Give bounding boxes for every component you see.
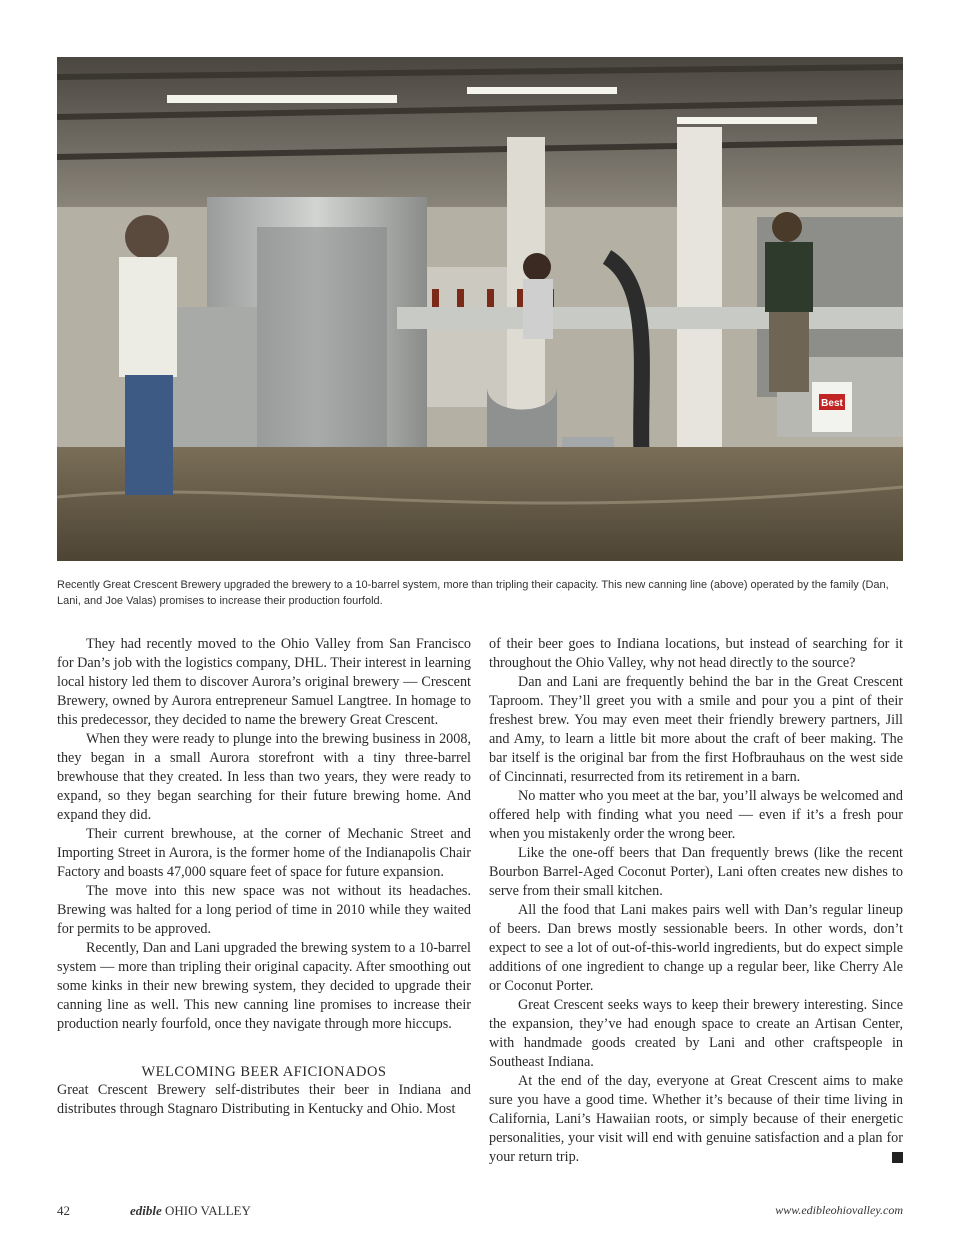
- final-paragraph: [489, 1072, 903, 1167]
- left-column: [57, 635, 471, 1119]
- body-paragraph: Recently, Dan and Lani upgraded the brewing system to a 10-barrel system — more than tripling their original capacity. After smoothing out some kinks in their new brewing system, they decided to upgrade their canning line as well. This new canning line promises to increase their production nearly fourfold, once they navigate through more hiccups.: [57, 940, 471, 1032]
- website-url: www.edibleohiovalley.com: [775, 1203, 903, 1217]
- end-mark-icon: [892, 1152, 903, 1163]
- magazine-region: OHIO VALLEY: [165, 1203, 251, 1218]
- page-number: 42: [57, 1203, 70, 1218]
- body-paragraph: No matter who you meet at the bar, you’ll always be welcomed and offered help with finding what you need — even if it’s a fresh pour when you mistakenly order the wrong beer.: [489, 788, 903, 842]
- section-subhead: WELCOMING BEER AFICIONADOS: [141, 1064, 387, 1080]
- body-paragraph: Great Crescent Brewery self-distributes their beer in Indiana and distributes through Stagnaro Distributing in Kentucky and Ohio. Most: [57, 1082, 471, 1117]
- canning-line-photo-illustration: [57, 57, 903, 561]
- right-column: [489, 635, 903, 1167]
- final-paragraph-text: At the end of the day, everyone at Great Crescent aims to make sure you have a good time. Whether it’s because of their time living in California, Lani’s Hawaiian roots, or simply because of their energetic personalities, your visit will end with genuine satisfaction and a plan for your return trip.: [489, 1073, 903, 1165]
- body-paragraph: Great Crescent seeks ways to keep their brewery interesting. Since the expansion, they’ve had enough space to create an Artisan Center, with handmade goods created by Lani and other craftspeople in Southeast Indiana.: [489, 997, 903, 1070]
- body-paragraph: When they were ready to plunge into the brewing business in 2008, they began in a small Aurora storefront with a tiny three-barrel brewhouse that they created. In less than two years, they were ready to expand, so they began searching for their future brewing home. And expand they did.: [57, 731, 471, 823]
- page-footer: [57, 1203, 903, 1221]
- body-paragraph: The move into this new space was not without its headaches. Brewing was halted for a long period of time in 2010 while they waited for permits to be approved.: [57, 883, 471, 937]
- body-paragraph: Dan and Lani are frequently behind the bar in the Great Crescent Taproom. They’ll greet you with a smile and pour you a pint of their freshest brew. You may even meet their friendly brewery partners, Jill and Amy, to learn a little bit more about the craft of beer making. The bar itself is the original bar from the first Hofbrauhaus on the west side of Cincinnati, resurrected from its retirement in a barn.: [489, 674, 903, 785]
- body-paragraph: They had recently moved to the Ohio Valley from San Francisco for Dan’s job with the logistics company, DHL. Their interest in learning local history led them to discover Aurora’s original brewery — Crescent Brewery, owned by Aurora entrepreneur Samuel Langtree. In homage to this predecessor, they decided to name the brewery Great Crescent.: [57, 636, 471, 728]
- magazine-edible: edible: [130, 1203, 162, 1218]
- bucket-label: Best: [821, 398, 843, 409]
- body-paragraph: Like the one-off beers that Dan frequently brews (like the recent Bourbon Barrel-Aged Coconut Porter), Lani often creates new dishes to serve from their small kitchen.: [489, 845, 903, 899]
- magazine-name: [130, 1203, 251, 1219]
- brewery-photo: [57, 57, 903, 561]
- photo-caption: Recently Great Crescent Brewery upgraded the brewery to a 10-barrel system, more than tripling their capacity. This new canning line (above) operated by the family (Dan, Lani, and Joe Valas) promises to increase their production fourfold.: [57, 579, 889, 607]
- body-paragraph: All the food that Lani makes pairs well with Dan’s regular lineup of beers. Dan brews mostly sessionable beers. In other words, don’t expect to see a lot of out-of-this-world ingredients, but do expect simple additions of one ingredient to change up a regular beer, like Cherry Ale or Coconut Porter.: [489, 902, 903, 994]
- body-paragraph: of their beer goes to Indiana locations, but instead of searching for it throughout the Ohio Valley, why not head directly to the source?: [489, 636, 903, 671]
- body-paragraph: Their current brewhouse, at the corner of Mechanic Street and Importing Street in Aurora, is the former home of the Indianapolis Chair Factory and boasts 47,000 square feet of space for future expansion.: [57, 826, 471, 880]
